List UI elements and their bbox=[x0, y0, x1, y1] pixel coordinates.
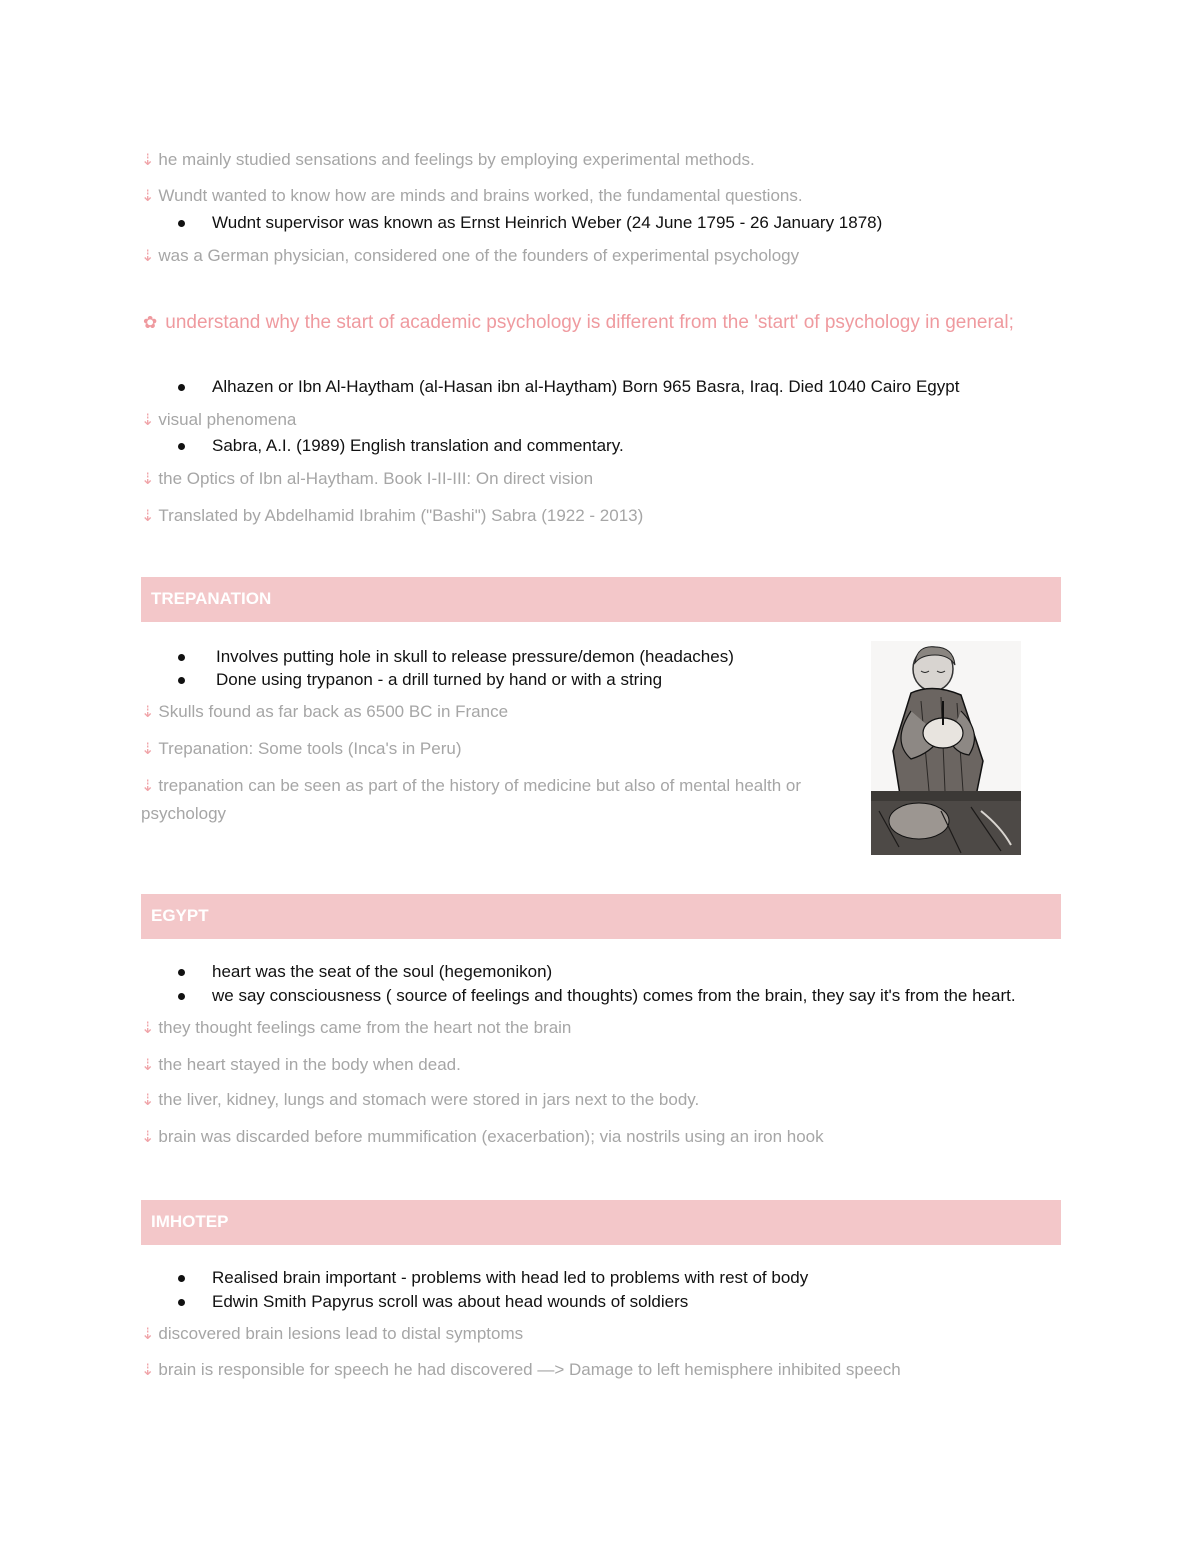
bullet-item: Done using trypanon - a drill turned by hand or with a string bbox=[178, 669, 662, 691]
down-arrow-icon: ⇣ bbox=[141, 741, 155, 758]
bullet-item: Alhazen or Ibn Al-Haytham (al-Hasan ibn al-Haytham) Born 965 Basra, Iraq. Died 1040 Cairo Egypt bbox=[178, 376, 959, 398]
note-line: ⇣ the Optics of Ibn al-Haytham. Book I-II-III: On direct vision bbox=[141, 469, 594, 488]
note-line: ⇣ they thought feelings came from the heart not the brain bbox=[141, 1018, 572, 1037]
down-arrow-icon: ⇣ bbox=[141, 188, 155, 205]
bullet-item: Sabra, A.I. (1989) English translation and commentary. bbox=[178, 435, 624, 457]
note-line: ⇣ was a German physician, considered one of the founders of experimental psychology bbox=[141, 246, 800, 265]
bullet-item: we say consciousness ( source of feelings and thoughts) comes from the brain, they say it's from the heart. bbox=[178, 985, 1016, 1007]
bullet-item: Involves putting hole in skull to release pressure/demon (headaches) bbox=[178, 646, 734, 668]
down-arrow-icon: ⇣ bbox=[141, 1362, 155, 1379]
note-line: ⇣ discovered brain lesions lead to distal symptoms bbox=[141, 1324, 524, 1343]
down-arrow-icon: ⇣ bbox=[141, 778, 155, 795]
down-arrow-icon: ⇣ bbox=[141, 704, 155, 721]
note-paragraph: ⇣ trepanation can be seen as part of the history of medicine but also of mental health or psychology bbox=[141, 776, 802, 823]
down-arrow-icon: ⇣ bbox=[141, 1129, 155, 1146]
bullet-item: Realised brain important - problems with head led to problems with rest of body bbox=[178, 1267, 808, 1289]
section-heading-trepanation: TREPANATION bbox=[141, 577, 1061, 622]
bullet-item: Edwin Smith Papyrus scroll was about head wounds of soldiers bbox=[178, 1291, 688, 1313]
note-line: ⇣ he mainly studied sensations and feelings by employing experimental methods. bbox=[141, 150, 755, 169]
learning-goal: ✿ understand why the start of academic psychology is different from the 'start' of psychology in general; bbox=[143, 312, 1014, 333]
section-heading-egypt: EGYPT bbox=[141, 894, 1061, 939]
section-heading-imhotep: IMHOTEP bbox=[141, 1200, 1061, 1245]
note-line: ⇣ Skulls found as far back as 6500 BC in France bbox=[141, 702, 509, 721]
down-arrow-icon: ⇣ bbox=[141, 1326, 155, 1343]
down-arrow-icon: ⇣ bbox=[141, 1092, 155, 1109]
down-arrow-icon: ⇣ bbox=[141, 412, 155, 429]
down-arrow-icon: ⇣ bbox=[141, 1057, 155, 1074]
flower-icon: ✿ bbox=[143, 313, 158, 332]
note-line: ⇣ the heart stayed in the body when dead. bbox=[141, 1055, 461, 1074]
note-line: ⇣ Wundt wanted to know how are minds and brains worked, the fundamental questions. bbox=[141, 186, 803, 205]
note-line: ⇣ Translated by Abdelhamid Ibrahim ("Bashi") Sabra (1922 - 2013) bbox=[141, 506, 644, 525]
bullet-item: Wudnt supervisor was known as Ernst Heinrich Weber (24 June 1795 - 26 January 1878) bbox=[178, 212, 882, 234]
note-line: ⇣ brain was discarded before mummification (exacerbation); via nostrils using an iron hook bbox=[141, 1127, 824, 1146]
down-arrow-icon: ⇣ bbox=[141, 471, 155, 488]
note-line: ⇣ Trepanation: Some tools (Inca's in Peru) bbox=[141, 739, 462, 758]
trepanation-engraving-image bbox=[871, 641, 1021, 855]
note-line: ⇣ the liver, kidney, lungs and stomach were stored in jars next to the body. bbox=[141, 1090, 700, 1109]
down-arrow-icon: ⇣ bbox=[141, 152, 155, 169]
down-arrow-icon: ⇣ bbox=[141, 1020, 155, 1037]
bullet-item: heart was the seat of the soul (hegemonikon) bbox=[178, 961, 552, 983]
note-line: ⇣ brain is responsible for speech he had discovered —> Damage to left hemisphere inhibited speech bbox=[141, 1360, 901, 1379]
note-line: ⇣ visual phenomena bbox=[141, 410, 297, 429]
down-arrow-icon: ⇣ bbox=[141, 508, 155, 525]
down-arrow-icon: ⇣ bbox=[141, 248, 155, 265]
